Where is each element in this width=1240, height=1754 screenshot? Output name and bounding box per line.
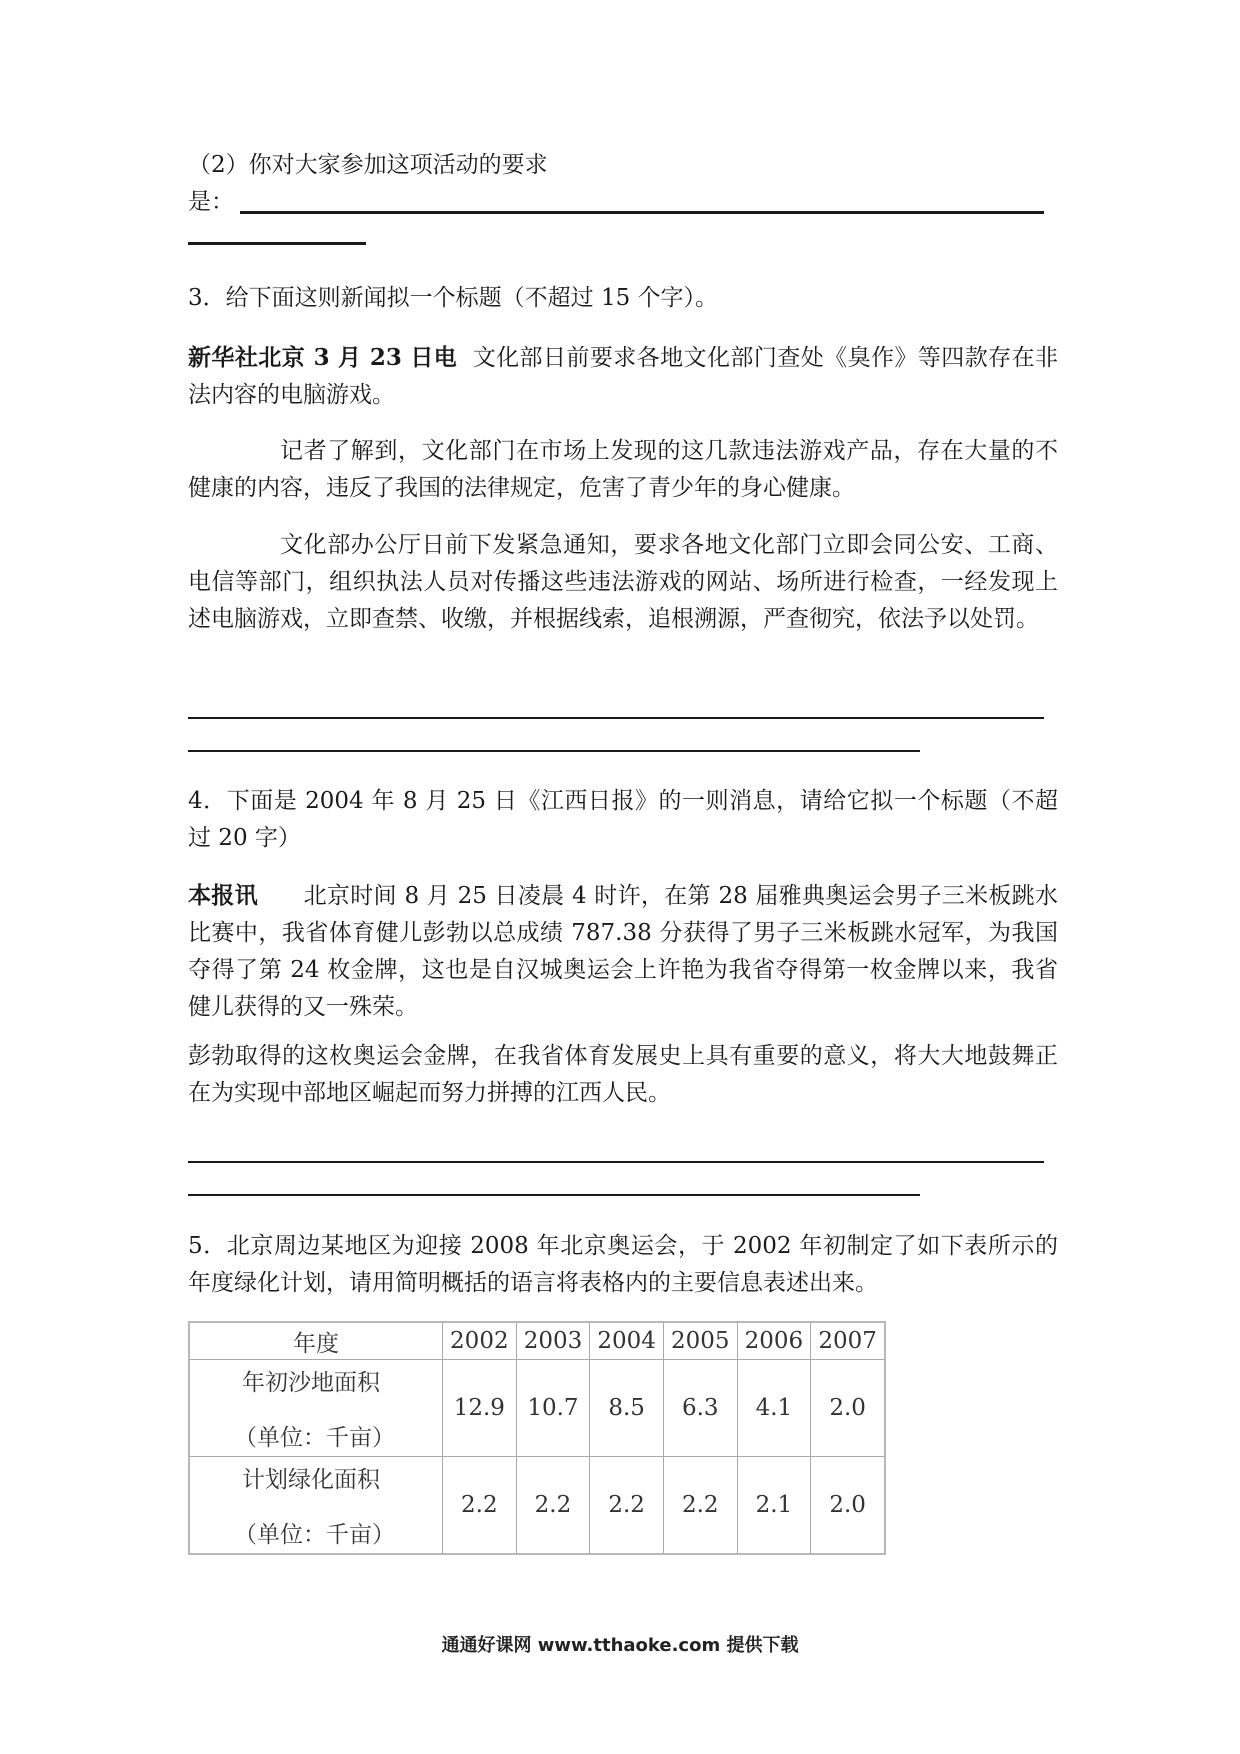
table-row-label [189, 1360, 443, 1457]
q3-answer-line-2 [188, 750, 920, 752]
table-cell: 2.0 [811, 1360, 885, 1457]
q4-lead: 北京时间 8 月 25 日凌晨 4 时许，在第 28 届雅典奥运会男子三米板跳水比赛中，我省体育健儿彭勃以总成绩 787.38 分获得了男子三米板跳水冠军，为我国夺得了第 24 枚金牌，这也是自汉城奥运会上许艳为我省夺得第一枚金牌以来，我省健儿获得的又一殊荣。 [188, 883, 1058, 1020]
page-footer: 通通好课网 www.tthaoke.com 提供下载 [441, 1635, 799, 1656]
table-header-label: 年度 [189, 1322, 443, 1360]
q3-question: 3．给下面这则新闻拟一个标题（不超过 15 个字）。 [188, 285, 719, 311]
table-header-row [189, 1322, 885, 1360]
table-row-label [189, 1457, 443, 1555]
table-row [189, 1457, 885, 1555]
greening-plan-table [188, 1321, 886, 1555]
q4-answer-line-2 [188, 1194, 920, 1196]
q2-answer-line [240, 211, 1044, 214]
table-cell: 4.1 [737, 1360, 811, 1457]
row-unit-text: （单位：千亩） [234, 1425, 395, 1451]
table-header-year: 2005 [663, 1322, 737, 1360]
q4-dateline: 本报讯 [188, 882, 258, 909]
q3-para1: 记者了解到，文化部门在市场上发现的这几款违法游戏产品，存在大量的不健康的内容，违反了我国的法律规定，危害了青少年的身心健康。 [188, 438, 1058, 501]
table-header-year: 2003 [516, 1322, 590, 1360]
table-header-year: 2007 [811, 1322, 885, 1360]
table-cell: 12.9 [443, 1360, 517, 1457]
table-cell: 8.5 [590, 1360, 664, 1457]
q5-question: 5．北京周边某地区为迎接 2008 年北京奥运会，于 2002 年初制定了如下表所示的年度绿化计划，请用简明概括的语言将表格内的主要信息表述出来。 [188, 1233, 1058, 1296]
row-label-text: 计划绿化面积 [242, 1467, 380, 1493]
table-cell: 2.2 [663, 1457, 737, 1555]
q4-question: 4．下面是 2004 年 8 月 25 日《江西日报》的一则消息，请给它拟一个标题（不超过 20 字） [188, 788, 1058, 851]
q4-answer-line [188, 1161, 1044, 1163]
q3-answer-line [188, 717, 1044, 719]
row-label-text: 年初沙地面积 [242, 1370, 380, 1396]
q4-news [188, 877, 1058, 1026]
q4-para1: 彭勃取得的这枚奥运会金牌，在我省体育发展史上具有重要的意义，将大大地鼓舞正在为实现中部地区崛起而努力拼搏的江西人民。 [188, 1043, 1058, 1106]
row-unit-text: （单位：千亩） [234, 1522, 395, 1548]
table-row [189, 1360, 885, 1457]
table-cell: 6.3 [663, 1360, 737, 1457]
table-cell: 2.2 [590, 1457, 664, 1555]
table-header-year: 2002 [443, 1322, 517, 1360]
q2-answer-prefix: 是： [188, 189, 234, 215]
table-cell: 2.2 [516, 1457, 590, 1555]
q2-answer-line-2 [188, 242, 366, 245]
q3-dateline: 新华社北京 3 月 23 日电 [188, 344, 458, 371]
q3-news [188, 339, 1058, 414]
table-header-year: 2004 [590, 1322, 664, 1360]
q3-lead: 文化部日前要求各地文化部门查处《臭作》等四款存在非法内容的电脑游戏。 [188, 345, 1058, 408]
q3-para2: 文化部办公厅日前下发紧急通知，要求各地文化部门立即会同公安、工商、电信等部门，组织执法人员对传播这些违法游戏的网站、场所进行检查，一经发现上述电脑游戏，立即查禁、收缴，并根据线索，追根溯源，严查彻究，依法予以处罚。 [188, 532, 1058, 632]
q2-prompt: （2）你对大家参加这项活动的要求 [188, 152, 548, 178]
table-cell: 2.2 [443, 1457, 517, 1555]
table-header-year: 2006 [737, 1322, 811, 1360]
table-cell: 10.7 [516, 1360, 590, 1457]
table-cell: 2.1 [737, 1457, 811, 1555]
table-cell: 2.0 [811, 1457, 885, 1555]
